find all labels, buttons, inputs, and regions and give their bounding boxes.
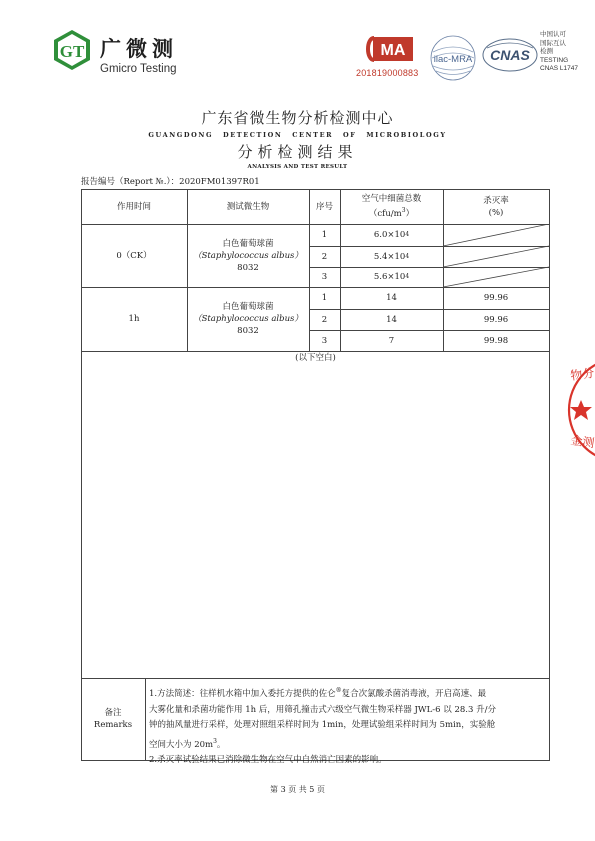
center-title: 广东省微生物分析检测中心: [201, 109, 394, 127]
remarks-label-cn: 备注: [104, 708, 122, 718]
blank-note: (以下空白): [295, 352, 336, 363]
seal-text-bottom: 金测: [569, 433, 595, 451]
header-count-unit: $(cfu/m^3)$: [368, 207, 415, 219]
remarks-line: 大雾化量和杀菌功能作用 1h 后，用筛孔撞击式六级空气微生物采样器 JWL-6 以 28.3 升/分: [149, 704, 496, 715]
remarks-line: 1.方法简述：往样机水箱中加入委托方提供的佐仑®复合次氯酸杀菌消毒液，开启高速、最: [149, 687, 487, 699]
organism-name-latin: （Staphylococcus albus）: [193, 314, 303, 324]
seal-text-top: 物分: [569, 365, 595, 383]
cma-text: MA: [380, 42, 406, 59]
count-cell: 5.4×10 4: [373, 251, 410, 262]
header-organism: 测试微生物: [226, 201, 270, 212]
ilac-mra-logo-icon: [428, 34, 478, 82]
count-cell: 5.6×10 4: [373, 272, 410, 282]
group-organism: [187, 287, 309, 351]
remarks-line: 2.杀灭率试验结果已消除微生物在空气中自然消亡因素的影响。: [149, 755, 387, 766]
organism-strain: 8032: [237, 262, 259, 273]
group-organism: [187, 224, 309, 287]
group-time: 1h: [128, 314, 140, 324]
group-time: 0（CK）: [116, 250, 152, 261]
organism-name-latin: （Staphylococcus albus）: [193, 250, 303, 261]
rate-cell: 99.96: [483, 314, 509, 325]
header-count-label: 空气中细菌总数: [361, 194, 422, 204]
count-cell: 14: [386, 314, 397, 325]
center-title-en: GUANGDONG DETECTION CENTER OF MICROBIOLOGY: [148, 131, 447, 139]
cnas-logo-icon: [481, 36, 539, 74]
header-time: 作用时间: [116, 201, 151, 212]
cnas-text: CNAS: [490, 47, 530, 63]
header-rate-label: 杀灭率: [483, 195, 509, 206]
seq-cell: 2: [321, 251, 328, 262]
seq-cell: 1: [321, 230, 328, 240]
seq-cell: 2: [321, 314, 328, 325]
brand-name-en: Gmicro Testing: [100, 63, 177, 75]
count-cell: 6.0×10 4: [373, 230, 410, 240]
header-seq: 序号: [315, 201, 333, 212]
header-count: [340, 189, 443, 224]
page-number: 第 3 页 共 5 页: [270, 785, 325, 794]
logo-text: GT: [59, 42, 85, 61]
organism-strain: 8032: [237, 326, 259, 336]
remarks-text: [149, 683, 549, 769]
report-number-value: 2020FM01397R01: [179, 177, 260, 187]
cnas-info-line: CNAS L1747: [540, 65, 578, 73]
remarks-label: [81, 678, 145, 760]
header-rate-unit: (%): [488, 207, 504, 218]
cnas-accreditation-info: [540, 31, 578, 74]
cma-number: 201819000883: [356, 68, 419, 78]
brand-name-cn: 广微测: [100, 37, 178, 61]
empty-cell-diagonals: [443, 224, 549, 288]
count-cell: 7: [388, 335, 395, 346]
gt-logo-icon: [51, 29, 93, 71]
remarks-line: 钟的抽风量进行采样，处理对照组采样时间为 1min，处理试验组采样时间为 5min，实验舱: [149, 720, 496, 731]
report-number: [81, 175, 260, 187]
report-number-label: 报告编号（Report №.）：: [81, 177, 180, 187]
organism-name-cn: 白色葡萄球菌: [222, 238, 274, 249]
count-cell: 14: [386, 293, 397, 303]
remarks-label-en: Remarks: [93, 720, 133, 730]
cnas-info-line: TESTING: [540, 56, 569, 64]
cnas-info-line: 国际互认: [540, 39, 566, 47]
report-title: 分析检测结果: [237, 143, 358, 161]
seq-cell: 3: [321, 335, 328, 346]
seal-stamp-icon: [567, 352, 595, 468]
seq-cell: 3: [321, 272, 328, 282]
remarks-line: 空间大小为 $20m^3$。: [149, 737, 226, 750]
header-rate: [443, 189, 549, 224]
report-title-en: ANALYSIS AND TEST RESULT: [247, 164, 348, 170]
cma-logo-icon: [364, 34, 422, 64]
organism-name-cn: 白色葡萄球菌: [222, 302, 274, 312]
ilac-text: ilac-MRA: [433, 54, 473, 65]
seq-cell: 1: [321, 293, 328, 303]
cnas-info-line: 检测: [540, 48, 553, 56]
rate-cell: 99.98: [483, 335, 509, 346]
cnas-info-line: 中国认可: [540, 31, 566, 38]
rate-cell: 99.96: [483, 293, 509, 303]
